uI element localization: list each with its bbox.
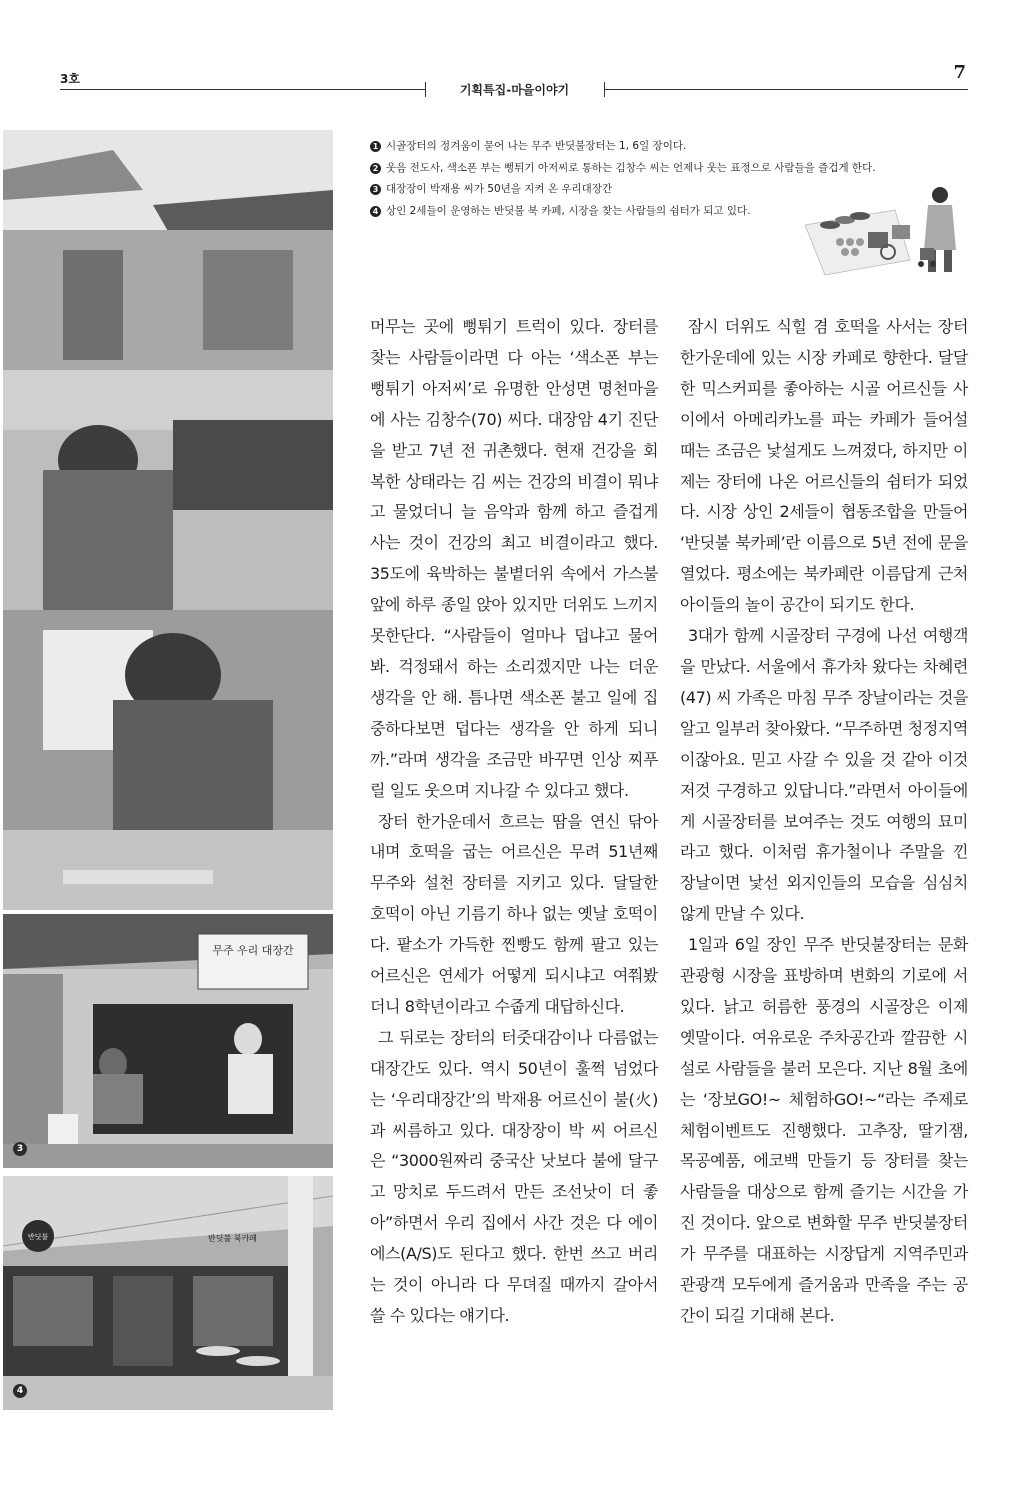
section-title: 기획특집-마을이야기	[459, 83, 570, 97]
market-vendor-illustration	[800, 180, 975, 280]
page-number: 7	[953, 62, 966, 83]
issue-number: 3호	[60, 72, 80, 86]
caption-1	[370, 136, 960, 158]
header-rule-left	[60, 89, 425, 90]
caption-2	[370, 158, 960, 180]
article-column-2	[680, 312, 968, 1332]
article-paragraph: 잠시 더위도 식힐 겸 호떡을 사서는 장터 한가운데에 있는 시장 카페로 향한다. 달달한 믹스커피를 좋아하는 시골 어르신들 사이에서 아메리카노를 파는 카페가 들어설 때는 조금은 낯설게도 느껴졌다, 하지만 이제는 장터에 나온 어르신들의 쉼터가 되었다. 시장 상인 2세들이 협동조합을 만들어 ‘반딧불 북카페’란 이름으로 5년 전에 문을 열었다. 평소에는 북카페란 이름답게 근처 아이들의 놀이 공간이 되기도 한다.	[680, 317, 968, 615]
caption-text: 상인 2세들이 운영하는 반딧불 북 카페, 시장을 찾는 사람들의 쉼터가 되고 있다.	[386, 204, 751, 217]
blacksmith-photo-illustration	[3, 914, 333, 1168]
blacksmith-photo	[3, 914, 333, 1168]
caption-text: 웃음 전도사, 색소폰 부는 뻥튀기 아저씨로 통하는 김창수 씨는 언제나 웃는 표정으로 사람들을 즐겁게 한다.	[386, 161, 876, 174]
market-photo	[3, 130, 333, 910]
cafe-sign: 반딧불	[27, 1233, 49, 1241]
article-paragraph: 3대가 함께 시골장터 구경에 나선 여행객을 만났다. 서울에서 휴가차 왔다는 차혜련(47) 씨 가족은 마침 무주 장날이라는 것을 알고 일부러 찾아왔다. “무주하면 청정지역이잖아요. 믿고 사갈 수 있을 것 같아 이것저것 구경하고 있답니다.”라면서 아이들에게 시골장터를 보여주는 것도 여행의 묘미라고 했다. 이처럼 휴가철이나 주말을 낀 장날이면 낯선 외지인들의 모습을 심심치 않게 만날 수 있다.	[680, 626, 968, 924]
market-photo-illustration	[3, 130, 333, 910]
caption-text: 대장장이 박재용 씨가 50년을 지켜 온 우리대장간	[386, 183, 613, 195]
article-paragraph: 머무는 곳에 뻥튀기 트럭이 있다. 장터를 찾는 사람들이라면 다 아는 ‘색소폰 부는 뻥튀기 아저씨’로 유명한 안성면 명천마을에 사는 김창수(70) 씨다. 대장암 4기 진단을 받고 7년 전 귀촌했다. 현재 건강을 회복한 상태라는 김 씨는 건강의 비결이 뭐냐고 물었더니 늘 음악과 함께 하고 즐겁게 사는 것이 건강의 최고 비결이라고 했다. 35도에 육박하는 불볕더위 속에서 가스불 앞에 하루 종일 앉아 있지만 더위도 느끼지 못한단다. “사람들이 얼마나 덥냐고 물어봐. 걱정돼서 하는 소리겠지만 나는 더운 생각을 안 해. 틈나면 색소폰 불고 일에 집중하다보면 덥다는 생각을 안 하게 되니까.”라며 생각을 조금만 바꾸면 인상 찌푸릴 일도 웃으며 지나갈 수 있다고 했다.	[370, 317, 658, 800]
blacksmith-sign: 무주 우리 대장간	[212, 944, 294, 957]
article-paragraph: 1일과 6일 장인 무주 반딧불장터는 문화관광형 시장을 표방하며 변화의 기로에 서 있다. 낡고 허름한 풍경의 시골장은 이제 옛말이다. 여유로운 주차공간과 깔끔한 시설로 사람들을 불러 모은다. 지난 8월 초에는 ‘장보GO!~ 체험하GO!~“라는 주제로 체험이벤트도 진행했다. 고추장, 딸기잼, 목공예품, 에코백 만들기 등 장터를 찾는 사람들을 대상으로 함께 즐기는 시간을 가진 것이다. 앞으로 변화할 무주 반딧불장터가 무주를 대표하는 시장답게 지역주민과 관광객 모두에게 즐거움과 만족을 주는 공간이 되길 기대해 본다.	[680, 935, 968, 1325]
article-paragraph: 그 뒤로는 장터의 터줏대감이나 다름없는 대장간도 있다. 역시 50년이 훌쩍 넘었다는 ‘우리대장간’의 박재용 어르신이 불(火)과 씨름하고 있다. 대장장이 박 씨 어르신은 “3000원짜리 중국산 낫보다 불에 달구고 망치로 두드려서 만든 조선낫이 더 좋아”하면서 우리 집에서 사간 것은 다 에이에스(A/S)도 된다고 했다. 한번 쓰고 버리는 것이 아니라 다 무뎌질 때까지 갈아서 쓸 수 있다는 얘기다.	[370, 1027, 658, 1325]
caption-number: 4	[370, 206, 381, 217]
photo-number-3: 3	[13, 1142, 27, 1156]
cafe-roof-sign: 반딧불 북카페	[208, 1234, 257, 1243]
caption-number: 3	[370, 184, 381, 195]
caption-number: 2	[370, 163, 381, 174]
article-column-1	[370, 312, 658, 1332]
cafe-photo	[3, 1176, 333, 1410]
caption-number: 1	[370, 141, 381, 152]
photo-number-4: 4	[13, 1384, 27, 1398]
header-rule-right	[604, 89, 968, 90]
caption-text: 시골장터의 정겨움이 묻어 나는 무주 반딧불장터는 1, 6일 장이다.	[386, 140, 687, 152]
cafe-photo-illustration	[3, 1176, 333, 1410]
article-paragraph: 장터 한가운데서 흐르는 땀을 연신 닦아 내며 호떡을 굽는 어르신은 무려 51년째 무주와 설천 장터를 지키고 있다. 달달한 호떡이 아닌 기름기 하나 없는 옛날 호떡이다. 팥소가 가득한 찐빵도 함께 팔고 있는 어르신은 연세가 어떻게 되시냐고 여쭤봤더니 8학년이라고 수줍게 대답하신다.	[370, 811, 658, 1016]
page-header	[0, 0, 1028, 110]
